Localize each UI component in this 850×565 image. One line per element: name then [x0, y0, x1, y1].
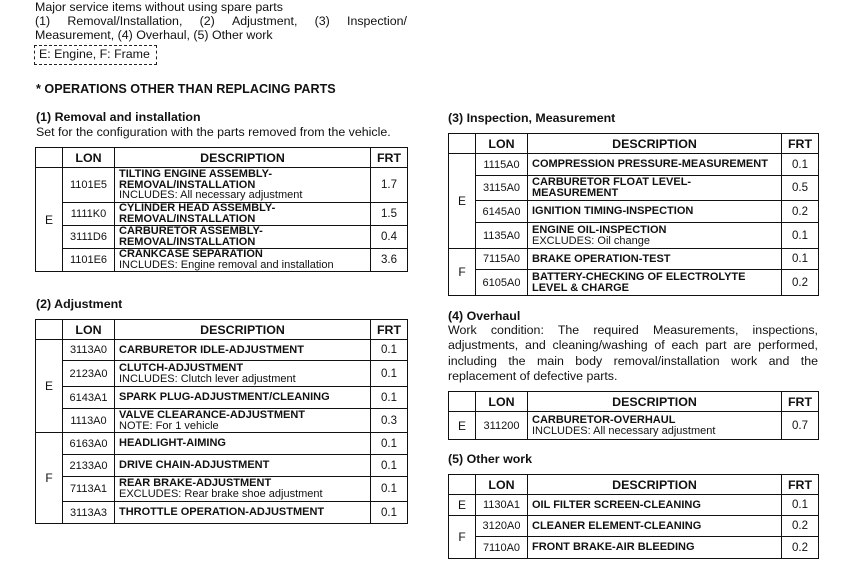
- header-row: [449, 475, 819, 495]
- intro-item: Inspection/: [347, 14, 407, 28]
- description-text: COMPRESSION PRESSURE-MEASUREMENT: [532, 158, 768, 171]
- header-group-cell: [449, 475, 476, 495]
- header-group-cell: [36, 148, 63, 168]
- frt-cell: 1.5: [371, 203, 408, 226]
- table-row: [449, 249, 819, 270]
- description-cell: [115, 226, 371, 249]
- description-text: HEADLIGHT-AIMING: [119, 437, 226, 450]
- description-text: ENGINE OIL-INSPECTION: [532, 223, 667, 236]
- lon-cell: 1101E5: [63, 168, 115, 203]
- description-text: REAR BRAKE-ADJUSTMENT: [119, 477, 272, 490]
- description-cell: [115, 433, 371, 455]
- description-cell: [528, 537, 782, 559]
- lon-cell: 6143A1: [63, 387, 115, 409]
- table-row: [36, 409, 408, 433]
- description-cell: [528, 249, 782, 270]
- table-header: [449, 475, 819, 495]
- description-text: CYLINDER HEAD ASSEMBLY- REMOVAL/INSTALLATION: [119, 202, 276, 225]
- intro-item: (2): [199, 14, 215, 28]
- lon-cell: 6145A0: [476, 201, 528, 223]
- table-body: [449, 154, 819, 296]
- description-cell: [115, 168, 371, 203]
- description-text: CLUTCH-ADJUSTMENT: [119, 361, 244, 374]
- table-row: [36, 168, 408, 203]
- frt-cell: 0.1: [371, 340, 408, 361]
- description-cell: [115, 477, 371, 502]
- description-text: BRAKE OPERATION-TEST: [532, 252, 671, 265]
- group-cell: E: [449, 495, 476, 516]
- table-header: [449, 392, 819, 412]
- description-text: OIL FILTER SCREEN-CLEANING: [532, 498, 701, 511]
- group-cell: F: [36, 433, 63, 524]
- intro-line-3: Measurement, (4) Overhaul, (5) Other work: [35, 28, 273, 42]
- frt-cell: 1.7: [371, 168, 408, 203]
- table-row: [36, 249, 408, 272]
- frt-cell: 0.1: [371, 477, 408, 502]
- overhaul-table: [448, 391, 819, 440]
- table-row: [449, 537, 819, 559]
- description-text: TILTING ENGINE ASSEMBLY- REMOVAL/INSTALLATION: [119, 168, 272, 191]
- description-cell: [528, 412, 782, 440]
- removal-table: [35, 147, 408, 272]
- header-frt: FRT: [782, 475, 819, 495]
- removal-title: (1) Removal and installation: [36, 110, 201, 124]
- overhaul-title: (4) Overhaul: [448, 309, 521, 323]
- description-cell: [528, 223, 782, 249]
- description-note: NOTE: For 1 vehicle: [119, 419, 219, 432]
- frt-cell: 0.4: [371, 226, 408, 249]
- lon-cell: 2123A0: [63, 361, 115, 387]
- intro-item: Removal/Installation,: [67, 14, 183, 28]
- table-row: [36, 361, 408, 387]
- table-body: [449, 495, 819, 559]
- lon-cell: 1111K0: [63, 203, 115, 226]
- header-lon: LON: [476, 392, 528, 412]
- overhaul-paragraph: Work condition: The required Measurements, inspections, adjustments, and cleaning/washing of each part are performed, including the main body removal/installation work and the replacement of defective parts.: [448, 323, 818, 384]
- description-text: SPARK PLUG-ADJUSTMENT/CLEANING: [119, 391, 330, 404]
- table-row: [36, 387, 408, 409]
- description-cell: [115, 455, 371, 477]
- frt-cell: 0.1: [371, 433, 408, 455]
- lon-cell: 1113A0: [63, 409, 115, 433]
- description-text: CRANKCASE SEPARATION: [119, 248, 263, 261]
- header-description: DESCRIPTION: [528, 475, 782, 495]
- header-frt: FRT: [371, 320, 408, 340]
- adjustment-table: [35, 319, 408, 524]
- frt-cell: 0.2: [782, 537, 819, 559]
- description-text: CARBURETOR-OVERHAUL: [532, 413, 676, 426]
- table-row: [36, 502, 408, 524]
- lon-cell: 311200: [476, 412, 528, 440]
- description-text: FRONT BRAKE-AIR BLEEDING: [532, 541, 695, 554]
- description-cell: [528, 154, 782, 176]
- frt-cell: 3.6: [371, 249, 408, 272]
- description-text: IGNITION TIMING-INSPECTION: [532, 205, 694, 218]
- lon-cell: 3115A0: [476, 176, 528, 201]
- description-cell: [528, 270, 782, 296]
- lon-cell: 7113A1: [63, 477, 115, 502]
- description-note: INCLUDES: All necessary adjustment: [532, 424, 716, 437]
- lon-cell: 1130A1: [476, 495, 528, 516]
- frt-cell: 0.1: [782, 154, 819, 176]
- header-row: [449, 134, 819, 154]
- table-header: [449, 134, 819, 154]
- description-text: CLEANER ELEMENT-CLEANING: [532, 519, 702, 532]
- header-description: DESCRIPTION: [528, 134, 782, 154]
- lon-cell: 7115A0: [476, 249, 528, 270]
- intro-item: (1): [35, 14, 51, 28]
- description-text: VALVE CLEARANCE-ADJUSTMENT: [119, 408, 305, 421]
- description-cell: [115, 340, 371, 361]
- table-row: [36, 340, 408, 361]
- description-note: EXCLUDES: Rear brake shoe adjustment: [119, 488, 323, 500]
- lon-cell: 6105A0: [476, 270, 528, 296]
- description-note: INCLUDES: All necessary adjustment: [119, 189, 303, 202]
- header-description: DESCRIPTION: [115, 148, 371, 168]
- intro-item: (3): [314, 14, 330, 28]
- table-row: [449, 176, 819, 201]
- header-group-cell: [449, 134, 476, 154]
- frt-cell: 0.2: [782, 270, 819, 296]
- description-text: DRIVE CHAIN-ADJUSTMENT: [119, 459, 270, 472]
- header-row: [36, 148, 408, 168]
- header-row: [36, 320, 408, 340]
- table-body: [449, 412, 819, 440]
- lon-cell: 1135A0: [476, 223, 528, 249]
- frt-cell: 0.3: [371, 409, 408, 433]
- lon-cell: 3113A3: [63, 502, 115, 524]
- description-cell: [115, 502, 371, 524]
- header-lon: LON: [63, 148, 115, 168]
- inspection-title: (3) Inspection, Measurement: [448, 111, 616, 125]
- table-body: [36, 340, 408, 524]
- frt-cell: 0.1: [782, 223, 819, 249]
- description-note: INCLUDES: Engine removal and installation: [119, 259, 334, 271]
- frt-cell: 0.1: [371, 361, 408, 387]
- table-header: [36, 148, 408, 168]
- description-cell: [528, 176, 782, 201]
- group-cell: E: [36, 168, 63, 272]
- lon-cell: 1115A0: [476, 154, 528, 176]
- description-text: CARBURETOR FLOAT LEVEL- MEASUREMENT: [532, 176, 692, 199]
- frt-cell: 0.1: [782, 495, 819, 516]
- lon-cell: 3113A0: [63, 340, 115, 361]
- adjustment-title: (2) Adjustment: [36, 297, 123, 311]
- header-group-cell: [449, 392, 476, 412]
- table-row: [449, 495, 819, 516]
- section-title: * OPERATIONS OTHER THAN REPLACING PARTS: [36, 82, 336, 96]
- frt-cell: 0.2: [782, 201, 819, 223]
- description-cell: [115, 203, 371, 226]
- description-cell: [528, 201, 782, 223]
- frt-cell: 0.1: [371, 502, 408, 524]
- lon-cell: 1101E6: [63, 249, 115, 272]
- header-lon: LON: [63, 320, 115, 340]
- table-row: [449, 412, 819, 440]
- header-description: DESCRIPTION: [115, 320, 371, 340]
- frt-cell: 0.7: [782, 412, 819, 440]
- header-lon: LON: [476, 475, 528, 495]
- intro-text: [35, 0, 407, 42]
- inspection-table: [448, 133, 819, 296]
- other-title: (5) Other work: [448, 452, 532, 466]
- table-row: [449, 154, 819, 176]
- legend-box: E: Engine, F: Frame: [34, 45, 157, 65]
- lon-cell: 6163A0: [63, 433, 115, 455]
- description-cell: [115, 361, 371, 387]
- description-cell: [115, 249, 371, 272]
- header-frt: FRT: [782, 392, 819, 412]
- header-group-cell: [36, 320, 63, 340]
- intro-item: Adjustment,: [231, 14, 298, 28]
- table-row: [36, 433, 408, 455]
- table-header: [36, 320, 408, 340]
- header-lon: LON: [476, 134, 528, 154]
- frt-cell: 0.5: [782, 176, 819, 201]
- description-note: INCLUDES: Clutch lever adjustment: [119, 372, 296, 385]
- other-table: [448, 474, 819, 559]
- table-row: [449, 201, 819, 223]
- frt-cell: 0.1: [782, 249, 819, 270]
- header-frt: FRT: [782, 134, 819, 154]
- lon-cell: 7110A0: [476, 537, 528, 559]
- group-cell: F: [449, 516, 476, 559]
- table-row: [449, 516, 819, 537]
- lon-cell: 3120A0: [476, 516, 528, 537]
- description-text: BATTERY-CHECKING OF ELECTROLYTE LEVEL & CHARGE: [532, 270, 746, 294]
- description-note: EXCLUDES: Oil change: [532, 234, 650, 247]
- intro-line-1: Major service items without using spare parts: [35, 0, 283, 14]
- header-description: DESCRIPTION: [528, 392, 782, 412]
- removal-subtitle: Set for the configuration with the parts removed from the vehicle.: [36, 125, 391, 139]
- lon-cell: 3111D6: [63, 226, 115, 249]
- group-cell: F: [449, 249, 476, 296]
- table-row: [36, 455, 408, 477]
- frt-cell: 0.2: [782, 516, 819, 537]
- description-text: THROTTLE OPERATION-ADJUSTMENT: [119, 506, 325, 519]
- frt-cell: 0.1: [371, 455, 408, 477]
- description-text: CARBURETOR IDLE-ADJUSTMENT: [119, 343, 304, 356]
- description-cell: [528, 495, 782, 516]
- table-row: [36, 203, 408, 226]
- lon-cell: 2133A0: [63, 455, 115, 477]
- group-cell: E: [449, 154, 476, 249]
- table-row: [449, 223, 819, 249]
- description-cell: [115, 387, 371, 409]
- description-text: CARBURETOR ASSEMBLY- REMOVAL/INSTALLATION: [119, 225, 263, 248]
- group-cell: E: [36, 340, 63, 433]
- table-row: [36, 226, 408, 249]
- intro-line-2: [35, 14, 407, 28]
- table-row: [36, 477, 408, 502]
- header-row: [449, 392, 819, 412]
- table-body: [36, 168, 408, 272]
- description-cell: [115, 409, 371, 433]
- description-cell: [528, 516, 782, 537]
- header-frt: FRT: [371, 148, 408, 168]
- group-cell: E: [449, 412, 476, 440]
- frt-cell: 0.1: [371, 387, 408, 409]
- table-row: [449, 270, 819, 296]
